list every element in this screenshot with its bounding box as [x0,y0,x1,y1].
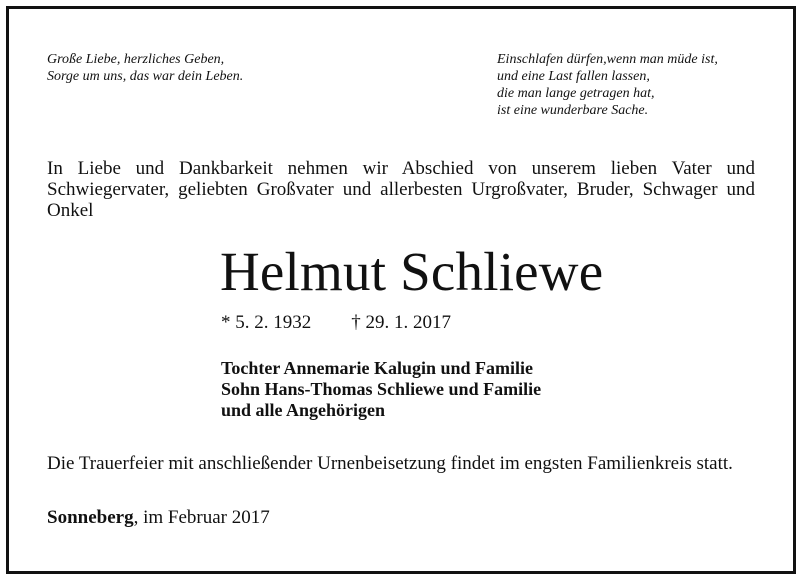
mourners-list [221,358,541,421]
poem-right-line: Einschlafen dürfen,wenn man müde ist, [497,52,718,67]
poem-left [47,51,243,85]
date-text: , im Februar 2017 [133,507,270,528]
poem-right-line: ist eine wunderbare Sache. [497,103,649,118]
deceased-name: Helmut Schliewe [220,241,604,302]
life-dates [221,312,451,334]
birth-date: * 5. 2. 1932 [221,312,312,333]
city-name: Sonneberg [47,507,134,528]
death-date: † 29. 1. 2017 [351,312,451,333]
poem-right-line: und eine Last fallen lassen, [497,69,650,84]
poem-left-line: Große Liebe, herzliches Geben, [47,52,225,67]
poem-right [497,51,718,119]
intro-text: In Liebe und Dankbarkeit nehmen wir Abschied von unserem lieben Vater und Schwiegervater, geliebten Großvater und allerbesten Urgroßvater, Bruder, Schwager und Onkel [47,158,755,221]
mourner-line: Tochter Annemarie Kalugin und Familie [221,358,534,378]
mourner-line: und alle Angehörigen [221,400,386,420]
place-and-date [47,507,270,529]
funeral-note: Die Trauerfeier mit anschließender Urnenbeisetzung findet im engsten Familienkreis statt. [47,453,733,474]
poem-right-line: die man lange getragen hat, [497,86,655,101]
poem-left-line: Sorge um uns, das war dein Leben. [47,69,244,84]
mourner-line: Sohn Hans-Thomas Schliewe und Familie [221,379,542,399]
